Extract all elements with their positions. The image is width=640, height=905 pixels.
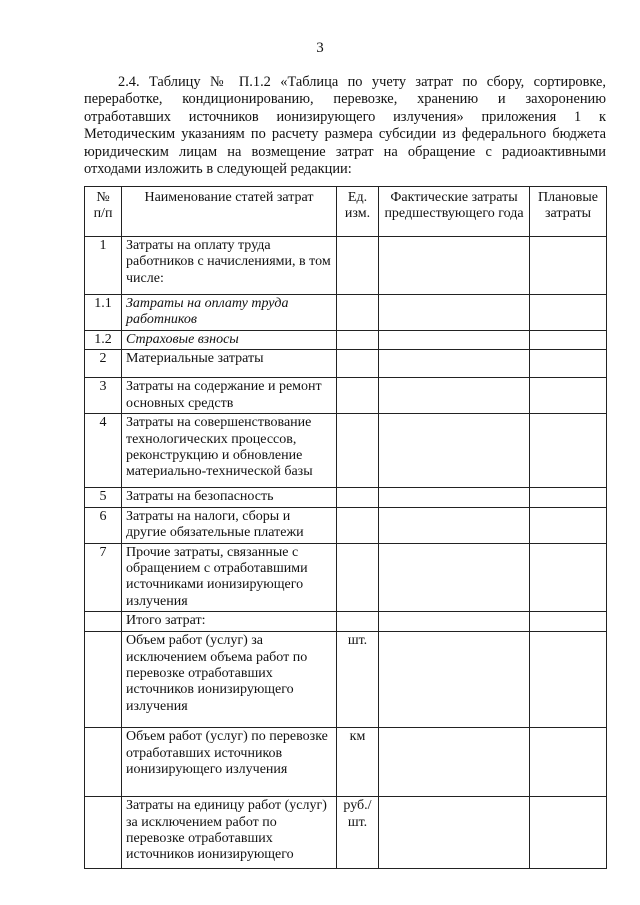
row-unit (337, 350, 379, 378)
row-unit (337, 237, 379, 295)
row-actual (379, 543, 530, 612)
row-unit: км (337, 728, 379, 797)
row-planned (530, 295, 607, 331)
row-name: Затраты на единицу работ (услуг) за исключением работ по перевозке отработавших источников ионизирующего (122, 797, 337, 869)
header-unit: Ед. изм. (337, 187, 379, 237)
row-name: Затраты на оплату труда работников (122, 295, 337, 331)
row-num: 1.2 (85, 330, 122, 349)
row-name: Материальные затраты (122, 350, 337, 378)
table-body (85, 237, 607, 869)
row-num (85, 612, 122, 632)
row-unit (337, 488, 379, 507)
row-actual (379, 507, 530, 543)
row-unit (337, 612, 379, 632)
row-actual (379, 414, 530, 488)
row-name: Объем работ (услуг) по перевозке отработавших источников ионизирующего излучения (122, 728, 337, 797)
table-row (85, 612, 607, 632)
row-actual (379, 350, 530, 378)
intro-text: 2.4. Таблицу № П.1.2 «Таблица по учету затрат по сбору, сортировке, переработке, кондиционированию, перевозке, хранению и захоронению отработавших источников ионизирующего излучения» приложения 1 к Методическим указаниям по расчету размера субсидии из федерального бюджета юридическим лицам на возмещение затрат на обращение с радиоактивными отходами изложить в следующей редакции: (84, 74, 606, 178)
row-num: 5 (85, 488, 122, 507)
row-unit (337, 543, 379, 612)
table-row (85, 632, 607, 728)
row-planned (530, 507, 607, 543)
row-unit (337, 295, 379, 331)
row-num: 1 (85, 237, 122, 295)
row-unit: руб./ шт. (337, 797, 379, 869)
table-row (85, 350, 607, 378)
row-planned (530, 237, 607, 295)
header-name: Наименование статей затрат (122, 187, 337, 237)
header-num: № п/п (85, 187, 122, 237)
row-planned (530, 414, 607, 488)
row-actual (379, 797, 530, 869)
row-planned (530, 728, 607, 797)
row-name: Затраты на безопасность (122, 488, 337, 507)
table-row (85, 378, 607, 414)
table-row (85, 728, 607, 797)
row-actual (379, 488, 530, 507)
row-actual (379, 295, 530, 331)
table-row (85, 543, 607, 612)
row-num (85, 728, 122, 797)
row-planned (530, 330, 607, 349)
row-num: 4 (85, 414, 122, 488)
table-row (85, 414, 607, 488)
row-planned (530, 612, 607, 632)
row-name: Страховые взносы (122, 330, 337, 349)
row-planned (530, 378, 607, 414)
row-num: 2 (85, 350, 122, 378)
row-num (85, 632, 122, 728)
row-unit (337, 330, 379, 349)
row-name: Затраты на совершенствование технологических процессов, реконструкцию и обновление материально-технической базы (122, 414, 337, 488)
row-actual (379, 237, 530, 295)
row-planned (530, 797, 607, 869)
row-num (85, 797, 122, 869)
row-actual (379, 632, 530, 728)
header-actual: Фактические затраты предшествующего года (379, 187, 530, 237)
row-name: Итого затрат: (122, 612, 337, 632)
page-number: 3 (316, 40, 324, 56)
row-num: 3 (85, 378, 122, 414)
table-row (85, 295, 607, 331)
table-row (85, 488, 607, 507)
row-planned (530, 488, 607, 507)
row-unit: шт. (337, 632, 379, 728)
row-name: Объем работ (услуг) за исключением объема работ по перевозке отработавших источников ионизирующего излучения (122, 632, 337, 728)
table-row (85, 330, 607, 349)
row-name: Затраты на налоги, сборы и другие обязательные платежи (122, 507, 337, 543)
row-num: 7 (85, 543, 122, 612)
row-num: 6 (85, 507, 122, 543)
row-actual (379, 330, 530, 349)
row-name: Прочие затраты, связанные с обращением с отработавшими источниками ионизирующего излучения (122, 543, 337, 612)
header-planned: Плановые затраты (530, 187, 607, 237)
table-row (85, 237, 607, 295)
row-planned (530, 632, 607, 728)
table-header-row (85, 187, 607, 237)
row-actual (379, 612, 530, 632)
row-unit (337, 507, 379, 543)
costs-table (84, 186, 607, 869)
row-actual (379, 378, 530, 414)
row-name: Затраты на содержание и ремонт основных средств (122, 378, 337, 414)
row-planned (530, 543, 607, 612)
row-actual (379, 728, 530, 797)
intro-paragraph (84, 74, 606, 178)
row-unit (337, 414, 379, 488)
row-num: 1.1 (85, 295, 122, 331)
table-row (85, 507, 607, 543)
row-name: Затраты на оплату труда работников с начислениями, в том числе: (122, 237, 337, 295)
table-row (85, 797, 607, 869)
row-unit (337, 378, 379, 414)
row-planned (530, 350, 607, 378)
